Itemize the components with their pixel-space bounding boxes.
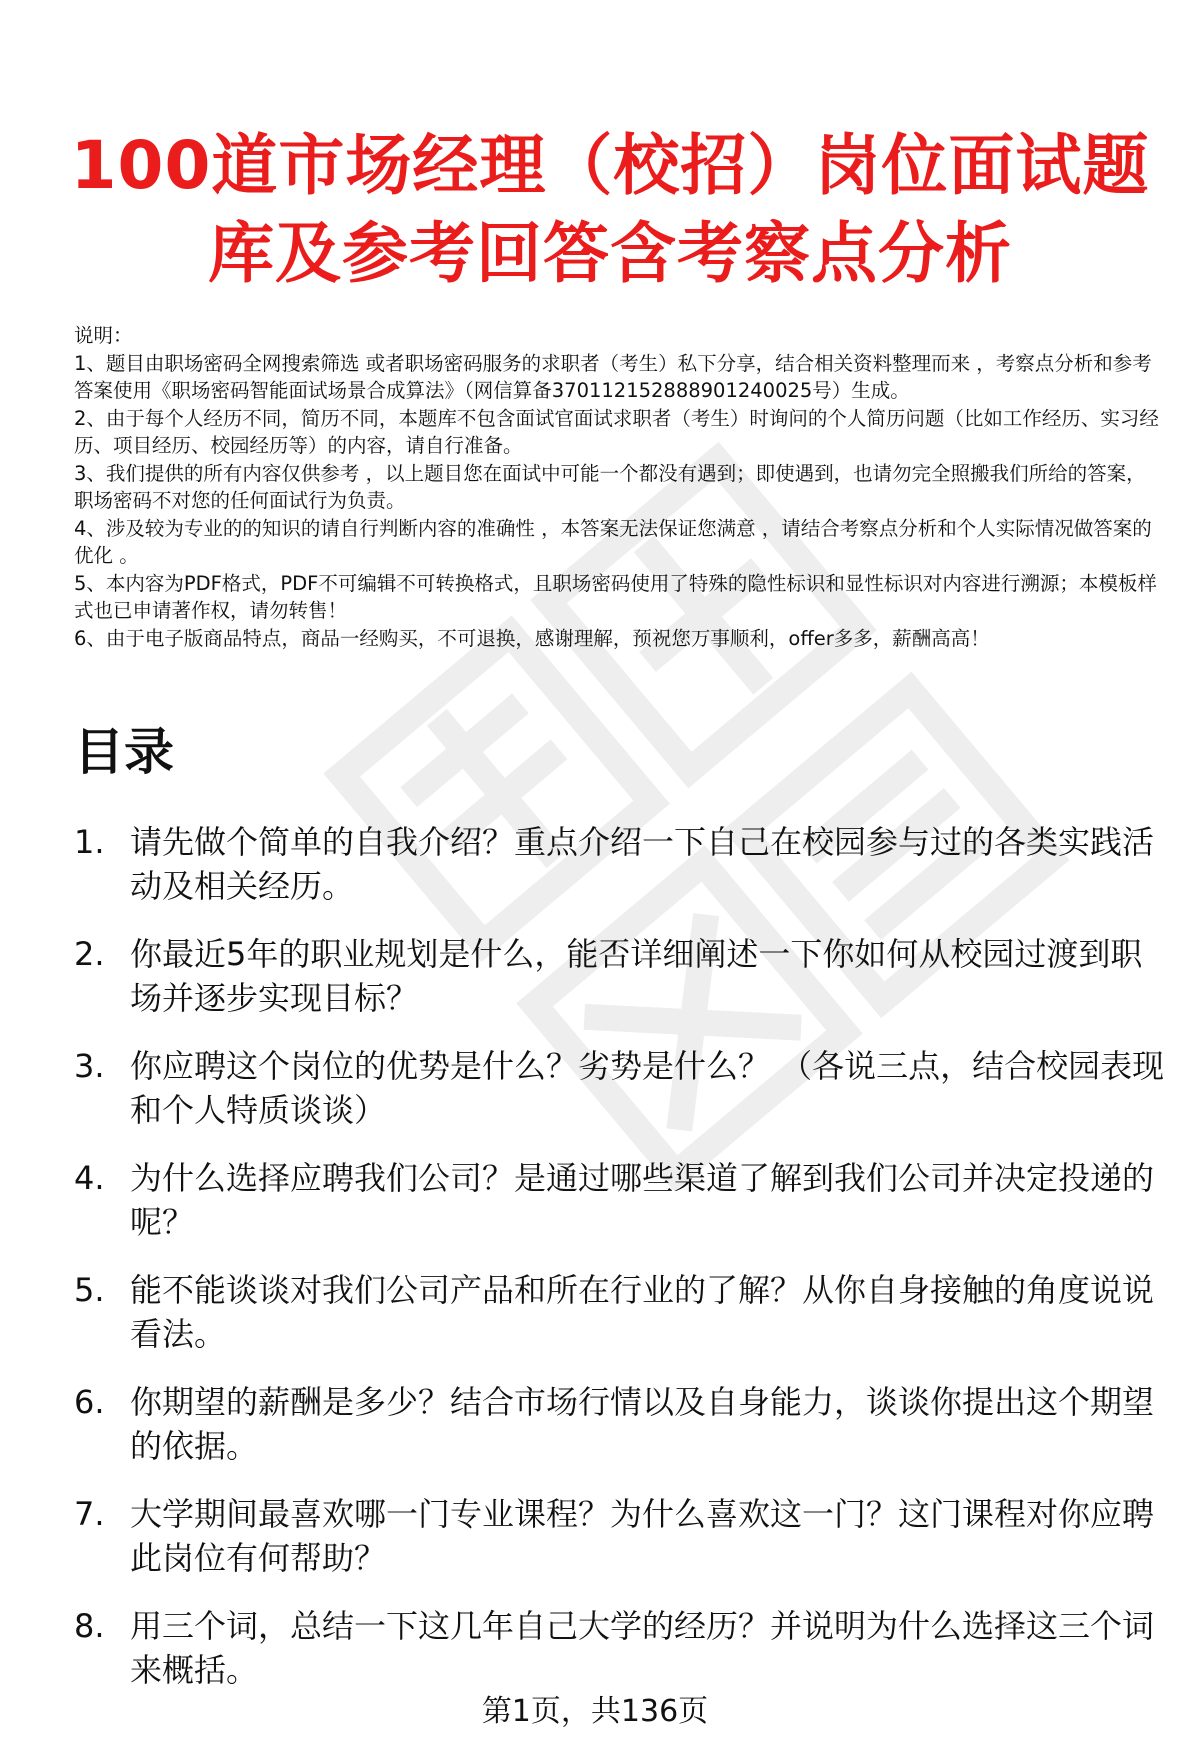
instruction-item: 2、由于每个人经历不同，简历不同，本题库不包含面试官面试求职者（考生）时询问的个人简历问题（比如工作经历、实习经历、项目经历、校园经历等）的内容，请自行准备。 (74, 406, 1159, 457)
toc-item[interactable] (74, 1492, 1174, 1580)
toc-item-text: 为什么选择应聘我们公司？是通过哪些渠道了解到我们公司并决定投递的呢？ (130, 1159, 1155, 1241)
instruction-item: 5、本内容为PDF格式，PDF不可编辑不可转换格式，且职场密码使用了特殊的隐性标识和显性标识对内容进行溯源；本模板样式也已申请著作权，请勿转售！ (74, 571, 1157, 622)
toc-item-text: 用三个词，总结一下这几年自己大学的经历？并说明为什么选择这三个词来概括。 (130, 1607, 1155, 1689)
toc-item[interactable] (74, 1380, 1174, 1468)
instruction-item: 1、题目由职场密码全网搜索筛选 或者职场密码服务的求职者（考生）私下分享，结合相关资料整理而来 ，考察点分析和参考答案使用《职场密码智能面试场景合成算法》（网信算备370112152888901240025号）生成。 (74, 351, 1152, 402)
toc-item-number: 3. (74, 1047, 105, 1085)
title-line-1: 100道市场经理（校招）岗位面试题 (70, 127, 1150, 204)
toc-item-text: 能不能谈谈对我们公司产品和所在行业的了解？从你自身接触的角度说说看法。 (130, 1271, 1155, 1353)
toc-item-text: 你期望的薪酬是多少？结合市场行情以及自身能力，谈谈你提出这个期望的依据。 (130, 1383, 1155, 1465)
toc-item-number: 7. (74, 1495, 105, 1533)
toc-item-text: 你应聘这个岗位的优势是什么？劣势是什么？ （各说三点，结合校园表现和个人特质谈谈） (130, 1047, 1165, 1129)
toc-item-number: 5. (74, 1271, 105, 1309)
toc-item-number: 1. (74, 823, 105, 861)
toc-item[interactable] (74, 1044, 1174, 1132)
instruction-item: 6、由于电子版商品特点，商品一经购买，不可退换，感谢理解，预祝您万事顺利，offer多多，薪酬高高！ (74, 626, 990, 650)
toc-item-text: 请先做个简单的自我介绍？重点介绍一下自己在校园参与过的各类实践活动及相关经历。 (130, 823, 1155, 905)
page-number: 第1页，共136页 (481, 1694, 709, 1729)
toc-list (74, 820, 1174, 1716)
toc-item-text: 大学期间最喜欢哪一门专业课程？为什么喜欢这一门？这门课程对你应聘此岗位有何帮助？ (130, 1495, 1155, 1577)
toc-item-number: 8. (74, 1607, 105, 1645)
toc-item[interactable] (74, 820, 1174, 908)
toc-item[interactable] (74, 1604, 1174, 1692)
toc-item-number: 2. (74, 935, 105, 973)
toc-item[interactable] (74, 932, 1174, 1020)
instructions-section (74, 322, 1164, 652)
toc-heading: 目录 (74, 723, 174, 781)
instruction-item: 4、涉及较为专业的的知识的请自行判断内容的准确性 ，本答案无法保证您满意 ，请结合考察点分析和个人实际情况做答案的优化 。 (74, 516, 1152, 567)
toc-item-number: 6. (74, 1383, 105, 1421)
toc-item[interactable] (74, 1268, 1174, 1356)
instruction-item: 3、我们提供的所有内容仅供参考 ，以上题目您在面试中可能一个都没有遇到；即使遇到，也请勿完全照搬我们所给的答案，职场密码不对您的任何面试行为负责。 (74, 461, 1146, 512)
toc-item-number: 4. (74, 1159, 105, 1197)
instructions-heading: 说明： (74, 324, 133, 347)
document-title (60, 122, 1160, 298)
toc-item-text: 你最近5年的职业规划是什么，能否详细阐述一下你如何从校园过渡到职场并逐步实现目标？ (130, 935, 1143, 1017)
title-line-2: 库及参考回答含考察点分析 (208, 215, 1012, 292)
toc-item[interactable] (74, 1156, 1174, 1244)
